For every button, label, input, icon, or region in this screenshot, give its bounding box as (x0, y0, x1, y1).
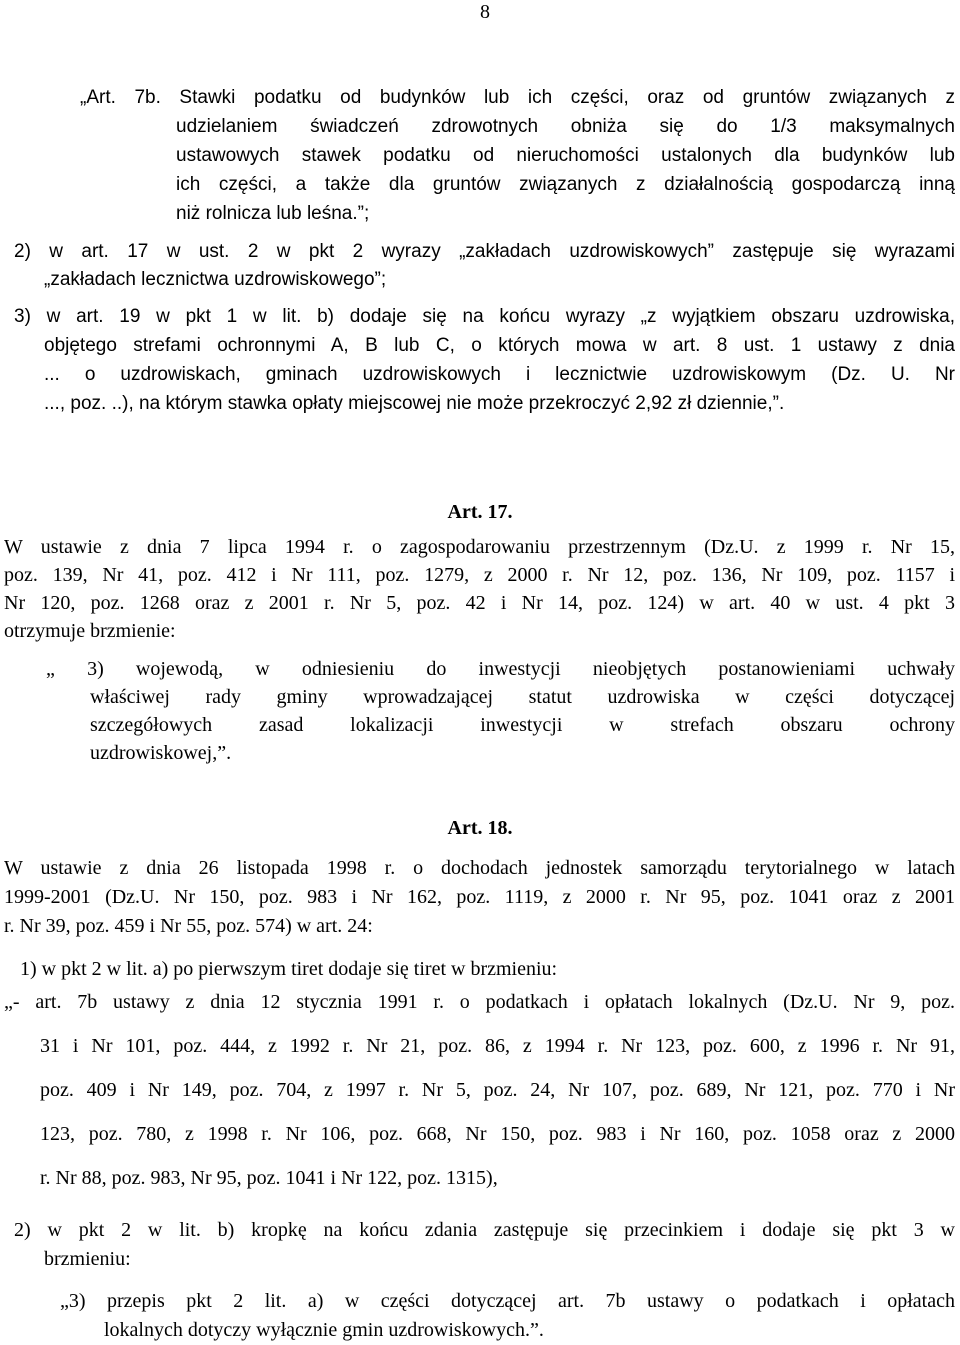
text-line: szczegółowych zasad lokalizacji inwestycji w strefach obszaru ochrony (90, 714, 955, 736)
text-line: otrzymuje brzmienie: (4, 620, 176, 642)
text-line: niż rolnicza lub leśna.”; (176, 203, 370, 224)
text-line: r. Nr 39, poz. 459 i Nr 55, poz. 574) w art. 24: (4, 915, 373, 937)
text-line: uzdrowiskowej,”. (90, 742, 232, 764)
text-line: 31 i Nr 101, poz. 444, z 1992 r. Nr 21, poz. 86, z 1994 r. Nr 123, poz. 600, z 1996 r. Nr 91, (40, 1035, 955, 1057)
text-line: brzmieniu: (44, 1248, 131, 1270)
text-line: „3) przepis pkt 2 lit. a) w części dotyczącej art. 7b ustawy o podatkach i opłatach (60, 1290, 955, 1312)
text-line: „Art. 7b. Stawki podatku od budynków lub ich części, oraz od gruntów związanych z (80, 87, 955, 108)
text-line: właściwej rady gminy wprowadzającej statut uzdrowiska w części dotyczącej (90, 686, 955, 708)
text-line: „zakładach lecznictwa uzdrowiskowego”; (44, 269, 387, 290)
page-number: 8 (480, 1, 490, 23)
art-17-heading: Art. 17. (447, 501, 513, 523)
text-line: ich części, a także dla gruntów związanych z działalnością gospodarczą inną (176, 174, 955, 195)
text-line: r. Nr 88, poz. 983, Nr 95, poz. 1041 i Nr 122, poz. 1315), (40, 1167, 498, 1189)
text-line: W ustawie z dnia 7 lipca 1994 r. o zagospodarowaniu przestrzennym (Dz.U. z 1999 r. Nr 15, (4, 536, 955, 558)
text-line: poz. 409 i Nr 149, poz. 704, z 1997 r. Nr 5, poz. 24, Nr 107, poz. 689, Nr 121, poz. 770 i Nr (40, 1079, 955, 1101)
text-line: 123, poz. 780, z 1998 r. Nr 106, poz. 668, Nr 150, poz. 983 i Nr 160, poz. 1058 oraz z 2000 (40, 1123, 955, 1145)
point-1: 1) w pkt 2 w lit. a) po pierwszym tiret dodaje się tiret w brzmieniu: (20, 958, 558, 980)
text-line: „ 3) wojewodą, w odniesieniu do inwestycji nieobjętych postanowieniami uchwały (46, 658, 955, 680)
text-line: 2) w pkt 2 w lit. b) kropkę na końcu zdania zastępuje się przecinkiem i dodaje się pkt 3 w (14, 1219, 955, 1241)
text-line: udzielaniem świadczeń zdrowotnych obniża się do 1/3 maksymalnych (176, 116, 955, 137)
text-line: 1999-2001 (Dz.U. Nr 150, poz. 983 i Nr 162, poz. 1119, z 2000 r. Nr 95, poz. 1041 oraz z 2001 (4, 886, 955, 908)
text-line: Nr 120, poz. 1268 oraz z 2001 r. Nr 5, poz. 42 i Nr 14, poz. 124) w art. 40 w ust. 4 pkt 3 (4, 592, 955, 614)
text-line: lokalnych dotyczy wyłącznie gmin uzdrowiskowych.”. (104, 1319, 544, 1341)
text-line: „- art. 7b ustawy z dnia 12 stycznia 1991 r. o podatkach i opłatach lokalnych (Dz.U. Nr 9, poz. (4, 991, 955, 1013)
text-line: W ustawie z dnia 26 listopada 1998 r. o dochodach jednostek samorządu terytorialnego w latach (4, 857, 955, 879)
text-line: 2) w art. 17 w ust. 2 w pkt 2 wyrazy „zakładach uzdrowiskowych” zastępuje się wyrazami (14, 241, 955, 262)
art-18-heading: Art. 18. (447, 817, 513, 839)
text-line: 3) w art. 19 w pkt 1 w lit. b) dodaje się na końcu wyrazy „z wyjątkiem obszaru uzdrowiska, (14, 306, 955, 327)
text-line: poz. 139, Nr 41, poz. 412 i Nr 111, poz. 1279, z 2000 r. Nr 12, poz. 136, Nr 109, poz. 1157 i (4, 564, 955, 586)
text-line: objętego strefami ochronnymi A, B lub C, o których mowa w art. 8 ust. 1 ustawy z dnia (44, 335, 955, 356)
text-line: ustawowych stawek podatku od nieruchomości ustalonych dla budynków lub (176, 145, 955, 166)
text-line: ... o uzdrowiskach, gminach uzdrowiskowych i lecznictwie uzdrowiskowym (Dz. U. Nr (44, 364, 955, 385)
text-line: ..., poz. ..), na którym stawka opłaty miejscowej nie może przekroczyć 2,92 zł dziennie,”. (44, 393, 785, 414)
